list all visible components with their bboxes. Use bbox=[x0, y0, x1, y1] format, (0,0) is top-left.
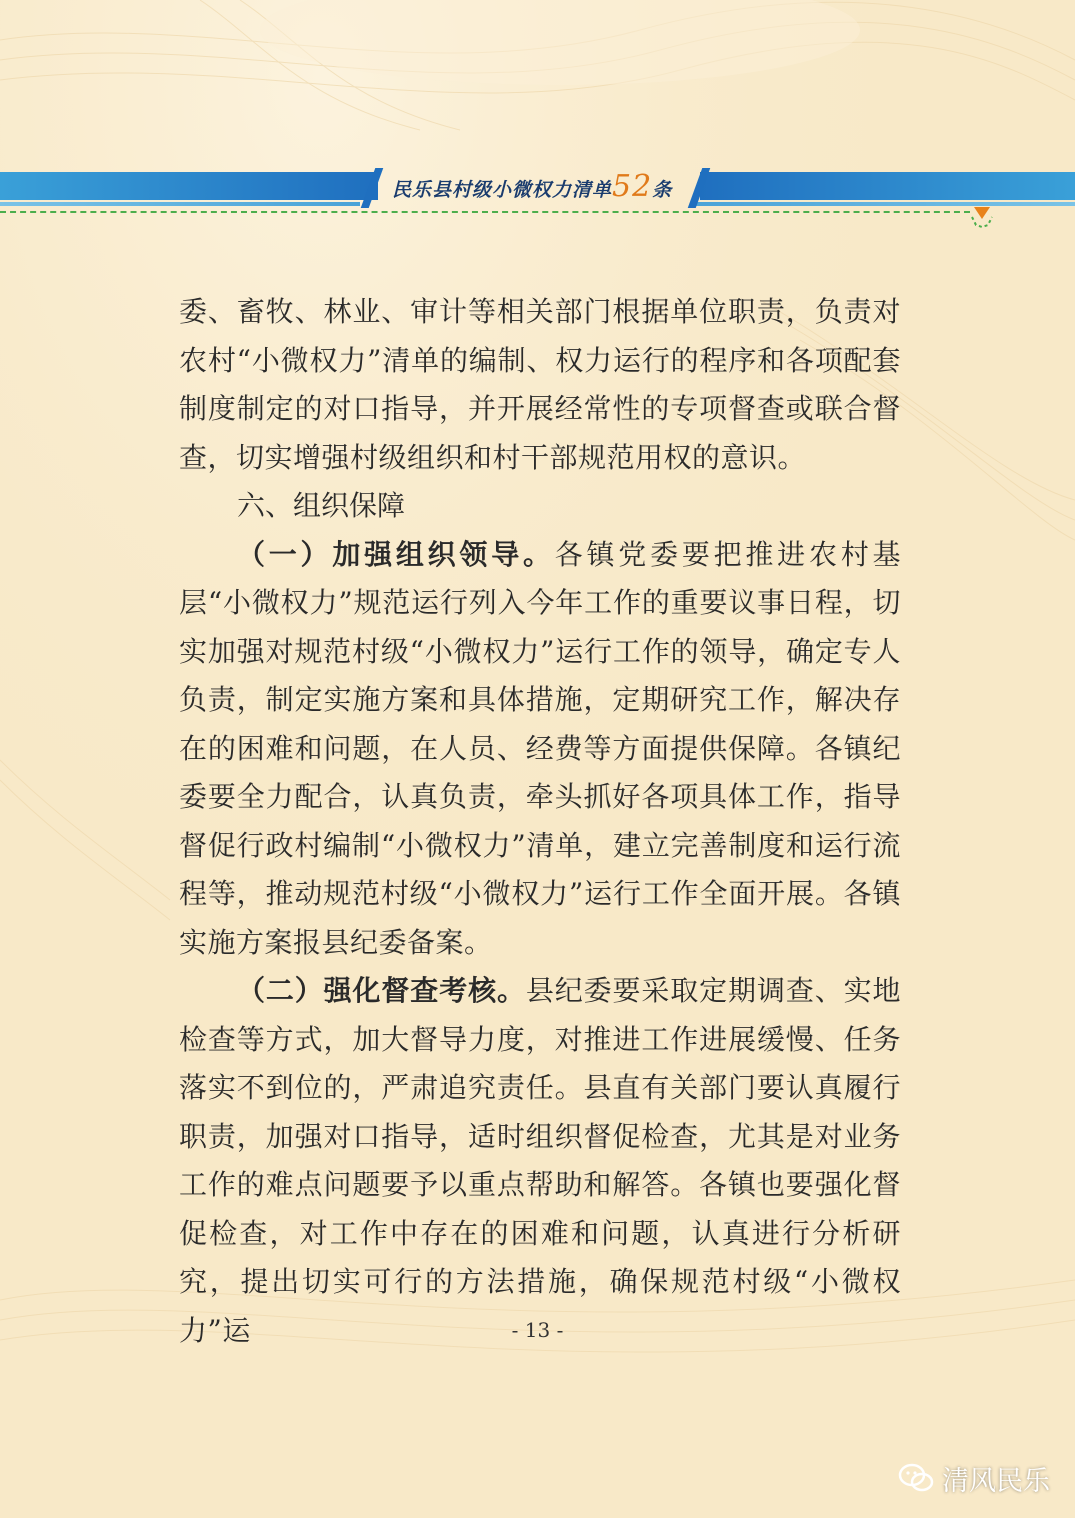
watermark bbox=[898, 1458, 1050, 1498]
triangle-marker-icon bbox=[968, 203, 996, 229]
document-body bbox=[179, 288, 901, 1355]
paragraph-3 bbox=[179, 967, 901, 1355]
section-heading: 六、组织保障 bbox=[237, 489, 406, 522]
watermark-text: 清风民乐 bbox=[942, 1465, 1050, 1497]
header-band-left bbox=[0, 172, 378, 200]
header-title-prefix: 民乐县村级小微权力清单 bbox=[392, 179, 613, 201]
paragraph-2-text: 各镇党委要把推进农村基层“小微权力”规范运行列入今年工作的重要议事日程，切实加强对规范村级“小微权力”运行工作的领导，确定专人负责，制定实施方案和具体措施，定期研究工作，解决存在的困难和问题，在人员、经费等方面提供保障。各镇纪委要全力配合，认真负责，牵头抓好各项具体工作，指导督促行政村编制“小微权力”清单，建立完善制度和运行流程等，推动规范村级“小微权力”运行工作全面开展。各镇实施方案报县纪委备案。 bbox=[179, 537, 901, 959]
header-band-left-stripe bbox=[0, 202, 360, 206]
header-dashed-line bbox=[0, 211, 970, 213]
paragraph-3-lead: （二）强化督查考核。 bbox=[237, 974, 526, 1007]
paragraph-1: 委、畜牧、林业、审计等相关部门根据单位职责，负责对农村“小微权力”清单的编制、权力运行的程序和各项配套制度制定的对口指导，并开展经常性的专项督查或联合督查，切实增强村级组织和村干部规范用权的意识。 bbox=[179, 295, 901, 474]
header-band-right-stripe bbox=[690, 202, 1075, 206]
header-band-right bbox=[700, 172, 1075, 200]
page-number: - 13 - bbox=[511, 1318, 564, 1342]
paragraph-2 bbox=[179, 531, 901, 968]
header-title-suffix: 条 bbox=[652, 179, 673, 201]
header-title-number: 52 bbox=[612, 169, 653, 204]
header-title bbox=[392, 167, 692, 207]
paragraph-2-lead: （一）加强组织领导。 bbox=[237, 537, 555, 571]
wechat-icon bbox=[898, 1463, 934, 1493]
paragraph-3-text: 县纪委要采取定期调查、实地检查等方式，加大督导力度，对推进工作进展缓慢、任务落实不到位的，严肃追究责任。县直有关部门要认真履行职责，加强对口指导，适时组织督促检查，尤其是对业务工作的难点问题要予以重点帮助和解答。各镇也要强化督促检查，对工作中存在的困难和问题，认真进行分析研究，提出切实可行的方法措施，确保规范村级“小微权力”运 bbox=[179, 974, 901, 1347]
